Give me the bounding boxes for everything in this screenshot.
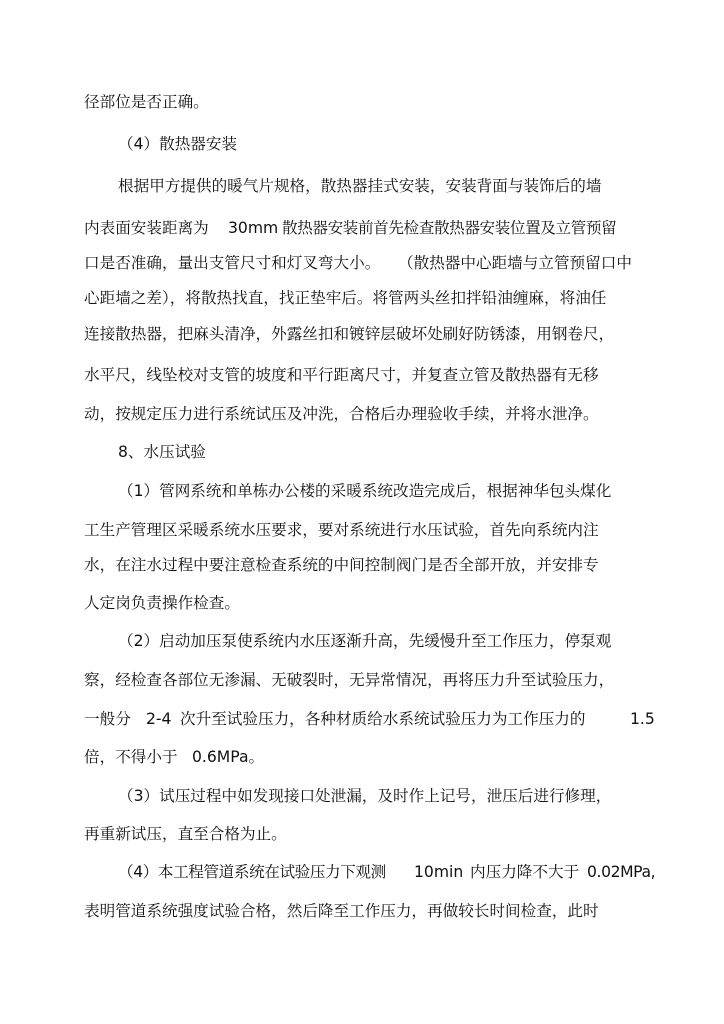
text-run: 一般分 (84, 710, 131, 728)
text-run: 2-4 (146, 710, 172, 728)
section-heading-radiator-installation (0, 132, 724, 156)
text-run: 连接散热器，把麻头清净，外露丝扣和镀锌层破坏处刷好防锈漆，用钢卷尺， (84, 325, 615, 343)
text-run: 30mm (228, 219, 279, 237)
text-line-5 (0, 251, 724, 275)
text-run: （1）管网系统和单栋办公楼的采暖系统改造完成后，根据神华包头煤化 (118, 482, 612, 500)
text-line-1 (0, 90, 724, 114)
text-line-7 (0, 322, 724, 346)
text-line-20 (0, 822, 724, 846)
text-run: 水，在注水过程中要注意检查系统的中间控制阀门是否全部开放，并安排专 (84, 556, 599, 574)
text-run: 10min (414, 863, 464, 881)
text-run: 动，按规定压力进行系统试压及冲洗，合格后办理验收手续，并将水泄净。 (84, 405, 599, 423)
text-line-17 (0, 707, 724, 731)
text-line-3 (0, 174, 724, 198)
text-run: 径部位是否正确。 (84, 93, 209, 111)
text-run: 口是否准确，量出支管尺寸和灯叉弯大小。 (84, 254, 381, 272)
text-run: 内表面安装距离为 (84, 219, 209, 237)
text-run: 0.6MPa。 (192, 748, 265, 766)
text-run: 表明管道系统强度试验合格，然后降至工作压力，再做较长时间检查，此时 (84, 902, 599, 920)
text-line-13 (0, 553, 724, 577)
text-line-14 (0, 591, 724, 615)
text-run: 工生产管理区采暖系统水压要求，要对系统进行水压试验，首先向系统内注 (84, 521, 599, 539)
text-line-6 (0, 286, 724, 310)
text-line-4 (0, 216, 724, 240)
text-line-22 (0, 899, 724, 923)
text-run: （4）散热器安装 (118, 135, 238, 153)
text-line-8 (0, 363, 724, 387)
text-run: 再重新试压，直至合格为止。 (84, 825, 287, 843)
text-line-18 (0, 745, 724, 769)
text-run: 根据甲方提供的暖气片规格，散热器挂式安装，安装背面与装饰后的墙 (118, 177, 602, 195)
text-line-11 (0, 479, 724, 503)
text-run: 8、水压试验 (118, 443, 206, 461)
text-line-12 (0, 518, 724, 542)
text-run: 倍，不得小于 (84, 748, 178, 766)
text-run: 次升至试验压力，各种材质给水系统试验压力为工作压力的 (180, 710, 586, 728)
text-run: 察，经检查各部位无渗漏、无破裂时，无异常情况，再将压力升至试验压力， (84, 671, 615, 689)
text-run: （2）启动加压泵使系统内水压逐渐升高，先缓慢升至工作压力，停泵观 (118, 632, 612, 650)
text-run: （散热器中心距墙与立管预留口中 (398, 254, 632, 272)
text-line-15 (0, 629, 724, 653)
text-line-16 (0, 668, 724, 692)
section-heading-hydrostatic-test (0, 440, 724, 464)
text-run: 水平尺，线坠校对支管的坡度和平行距离尺寸，并复查立管及散热器有无移 (84, 366, 599, 384)
text-line-19 (0, 784, 724, 808)
text-run: 心距墙之差），将散热找直，找正垫牢后。将管两头丝扣拌铅油缠麻，将油任 (84, 289, 607, 307)
text-run: 人定岗负责操作检查。 (84, 594, 240, 612)
text-line-9 (0, 402, 724, 426)
text-line-21 (0, 860, 724, 884)
text-run: 0.02MPa, (587, 863, 656, 881)
text-run: 1.5 (630, 710, 655, 728)
text-run: 散热器安装前首先检查散热器安装位置及立管预留 (282, 219, 617, 237)
text-run: （4）本工程管道系统在试验压力下观测 (118, 863, 386, 881)
text-run: （3）试压过程中如发现接口处泄漏，及时作上记号，泄压后进行修理， (118, 787, 612, 805)
text-run: 内压力降不大于 (470, 863, 580, 881)
